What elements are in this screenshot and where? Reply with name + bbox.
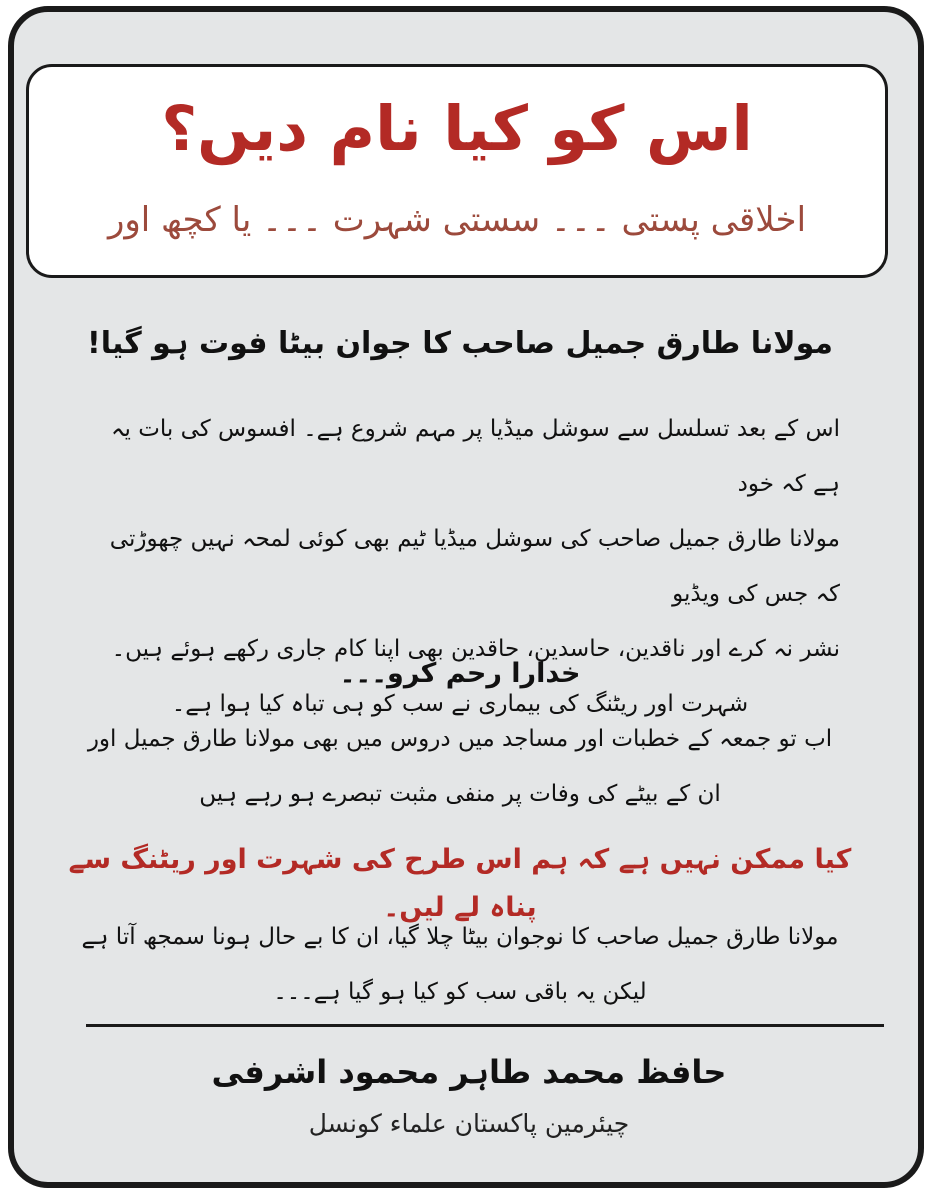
poster-title: اس کو کیا نام دیں؟ — [161, 92, 753, 165]
paragraph-1-line: شہرت اور ریٹنگ کی بیماری نے سب کو ہی تباہ کیا ہوا ہے۔ — [171, 691, 749, 717]
paragraph-1-line: مولانا طارق جمیل صاحب کی سوشل میڈیا ٹیم بھی کوئی لمحہ نہیں چھوڑتی کہ جس کی ویڈیو — [109, 526, 840, 607]
paragraph-1-line: اس کے بعد تسلسل سے سوشل میڈیا پر مہم شروع ہے۔ افسوس کی بات یہ ہے کہ خود — [111, 416, 840, 497]
paragraph-3 — [60, 910, 860, 1020]
paragraph-1-line: نشر نہ کرے اور ناقدین، حاسدین، حاقدین بھی اپنا کام جاری رکھے ہوئے ہیں۔ — [111, 636, 840, 662]
author-name: حافظ محمد طاہر محمود اشرفی — [211, 1053, 727, 1091]
author-role: چیئرمین پاکستان علماء کونسل — [308, 1109, 630, 1138]
paragraph-2 — [60, 712, 860, 822]
headline: مولانا طارق جمیل صاحب کا جوان بیٹا فوت ہو گیا! — [87, 326, 833, 361]
header-box — [26, 64, 888, 278]
poster-subtitle: اخلاقی پستی ۔۔۔ سستی شہرت ۔۔۔ یا کچھ اور — [107, 200, 807, 240]
paragraph-3-line: لیکن یہ باقی سب کو کیا ہو گیا ہے۔۔۔ — [273, 979, 647, 1005]
footer-divider — [86, 1024, 884, 1027]
plea-heading: خدارا رحم کرو۔۔۔ — [339, 658, 581, 689]
question-highlight: کیا ممکن نہیں ہے کہ ہم اس طرح کی شہرت اور ریٹنگ سے پناہ لے لیں۔ — [68, 844, 852, 923]
paragraph-2-line: اب تو جمعہ کے خطبات اور مساجد میں دروس میں بھی مولانا طارق جمیل اور — [87, 726, 833, 752]
paragraph-3-line: مولانا طارق جمیل صاحب کا نوجوان بیٹا چلا گیا، ان کا بے حال ہونا سمجھ آتا ہے — [81, 924, 839, 950]
paragraph-2-line: ان کے بیٹے کی وفات پر منفی مثبت تبصرے ہو رہے ہیں — [199, 781, 721, 807]
